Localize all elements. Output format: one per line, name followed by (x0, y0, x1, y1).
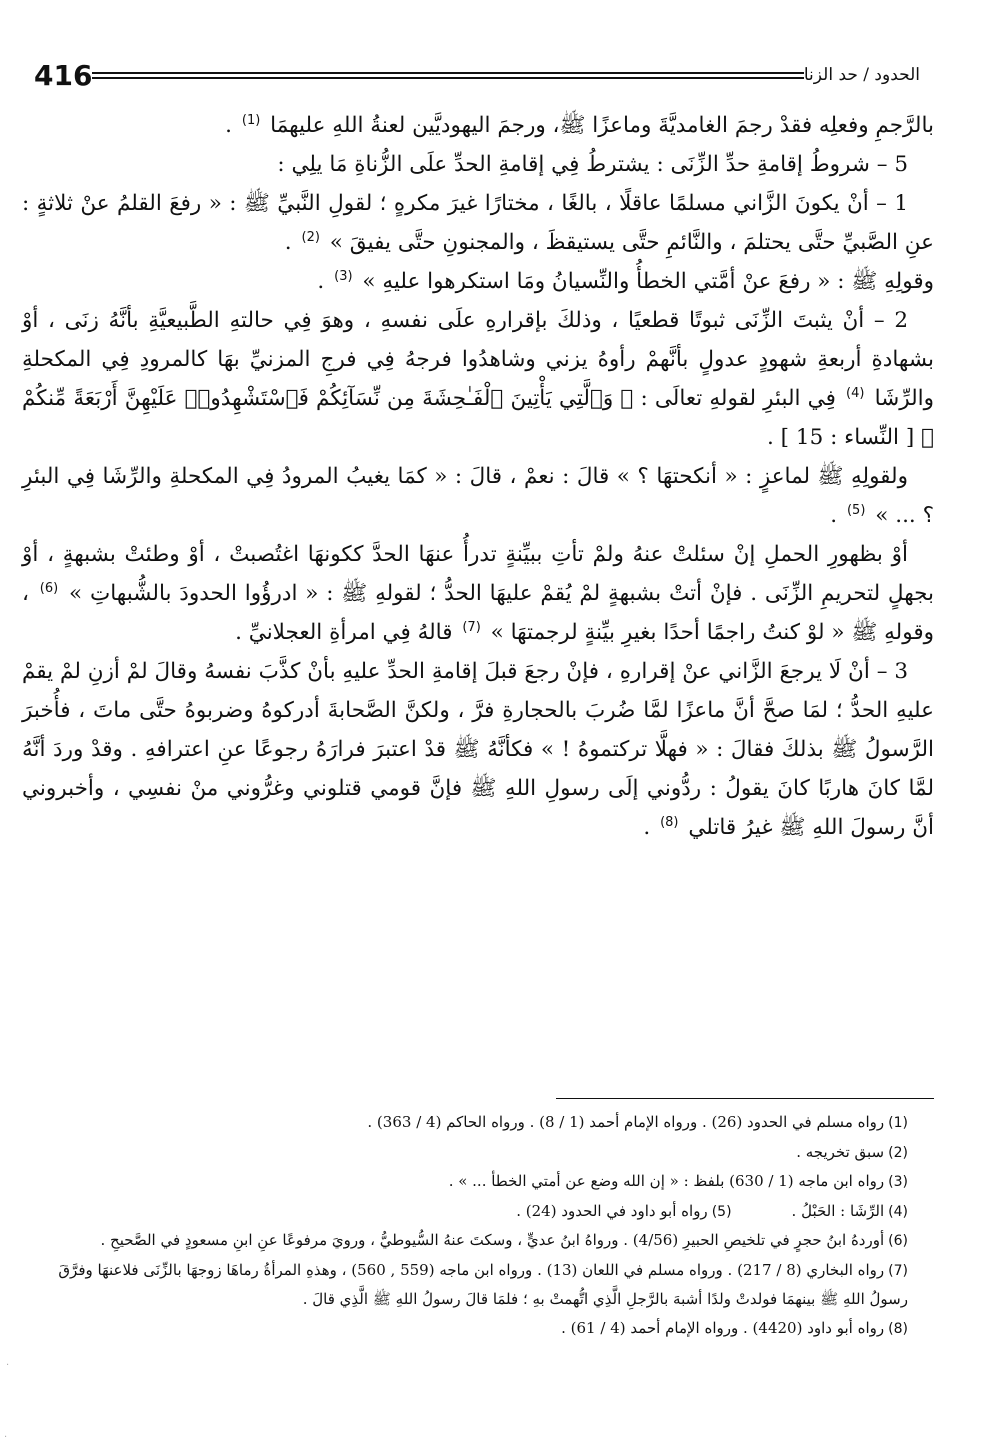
paragraph-7-text-b: ، وقولهِ ﷺ « لوْ كنتُ راجمًا أحدًا بغيرِ بيِّنةٍ لرجمتهَا » (22, 581, 934, 645)
footnote-3-number: (3) (888, 1174, 908, 1190)
paragraph-6-end: . (830, 503, 838, 528)
footnotes (22, 1108, 934, 1343)
footnote-1 (22, 1108, 934, 1138)
paragraph-1-end: . (225, 113, 233, 138)
footnote-4-text: الرِّشَا : الحَبْلُ . (791, 1201, 885, 1220)
paragraph-4 (22, 262, 934, 301)
footnote-8-number: (8) (888, 1320, 908, 1337)
footnote-8 (22, 1314, 934, 1344)
paragraph-5-text-a: 2 – أنْ يثبتَ الزِّنَى ثبوتًا قطعيًا ، وذلكَ بإقرارهِ علَى نفسهِ ، وهوَ فِي حالتهِ الطَّبيعيَّةِ بأنَّهُ زنَى ، أوْ بشهادةِ أربعةِ شهودٍ عدولٍ بأنَّهمْ رأوهُ يزني وشاهدُوا فرجهُ فِي فرجِ المزنيِّ بهَا كالمرودِ فِي المكحلةِ والرِّشَا (22, 308, 934, 411)
footnote-3 (22, 1167, 934, 1197)
footnote-ref-5[interactable]: (5) (846, 502, 866, 518)
paragraph-4-text: وقولِهِ ﷺ : « رفعَ عنْ أمَّتي الخطأُ والنِّسيانُ ومَا استكرهوا عليهِ » (362, 269, 934, 294)
footnotes-4-5-row (22, 1197, 934, 1227)
scan-mark: · (4, 1432, 8, 1443)
footnote-2 (22, 1138, 934, 1168)
paragraph-3-end: . (284, 230, 292, 255)
paragraph-2: 5 – شروطُ إقامةِ حدِّ الزِّنَى : يشترطُ فِي إقامةِ الحدِّ علَى الزُّناةِ مَا يلِي : (277, 152, 908, 177)
footnote-2-text: سبق تخريجه . (796, 1142, 885, 1161)
footnote-6-number: (6) (888, 1233, 908, 1249)
footnote-1-number: (1) (888, 1115, 908, 1131)
footnote-4-number: (4) (888, 1203, 908, 1220)
paragraph-7-text-c: قالهُ فِي امرأةِ العجلانيِّ . (235, 620, 453, 645)
footnote-5 (516, 1197, 731, 1227)
paragraph-8-end: . (643, 815, 651, 840)
paragraph-5-text-b: فِي البئرِ لقولهِ تعالَى : ﴿ وَٱلَّتِي يَأْتِينَ ٱلْفَـٰحِشَةَ مِن نِّسَآئِكُمْ فَٱسْتَشْهِدُوا۟ عَلَيْهِنَّ أَرْبَعَةً مِّنكُمْ ﴾ [ النِّساء : 15 ] . (22, 386, 934, 450)
footnote-1-text: رواه مسلم في الحدود (26) . ورواه الإمام أحمد (1 / 8) . ورواه الحاكم (4 / 363) . (367, 1113, 885, 1131)
paragraph-4-end: . (317, 269, 325, 294)
footnote-7 (22, 1256, 934, 1314)
paragraph-7 (22, 535, 934, 652)
footnote-ref-8[interactable]: (8) (660, 814, 679, 830)
footnote-6-text: أوردهُ ابنُ حجرٍ في تلخيصِ الحبيرِ (4/56) . ورواهُ ابنُ عديٍّ ، وسكتَ عنهُ السُّيوطيُّ ، ورويَ مرفوعًا عنِ ابنِ مسعودٍ في الصَّحيحِ . (100, 1231, 885, 1249)
footnote-5-text: رواه أبو داود في الحدود (24) . (516, 1201, 708, 1220)
footnote-ref-6[interactable]: (6) (39, 580, 59, 596)
footnote-separator (556, 1098, 934, 1099)
header-rule (92, 72, 803, 79)
paragraph-8 (22, 652, 934, 847)
footnote-4 (792, 1197, 908, 1227)
footnote-7-text: رواه البخاري (8 / 217) . ورواه مسلم في اللعان (13) . ورواه ابن ماجه (559 , 560) ، وهذهِ المرأةُ رماهَا زوجهَا بالزِّنَى فلاعنهَا وفرَّقَ رسولُ اللهِ ﷺ بينهمَا فولدتْ ولدًا أشبهَ بالرَّجلِ الَّذِي اتُّهمتْ بهِ ؛ فلمَا قالَ رسولُ اللهِ ﷺ الَّذِي قالَ . (58, 1260, 908, 1308)
paragraph-5 (22, 301, 934, 457)
header-rule-line-bottom (92, 77, 803, 79)
paragraph-3-text: 1 – أنْ يكونَ الزَّاني مسلمًا عاقلًا ، بالغًا ، مختارًا غيرَ مكرهٍ ؛ لقولِ النَّبيِّ ﷺ : « رفعَ القلمُ عنْ ثلاثةٍ : عنِ الصَّبيِّ حتَّى يحتلمَ ، والنَّائمِ حتَّى يستيقظَ ، والمجنونِ حتَّى يفيقَ » (22, 191, 934, 255)
footnote-3-text: رواه ابن ماجه (1 / 630) بلفظ : « إن الله وضع عن أمتي الخطأ ... » . (448, 1172, 885, 1190)
footnote-ref-2[interactable]: (2) (301, 229, 320, 245)
paragraph-6-text: ولقولِهِ ﷺ لماعزٍ : « أنكحتهَا ؟ » قالَ : نعمْ ، قالَ : « كمَا يغيبُ المرودُ فِي المكحلةِ والرِّشَا فِي البئرِ ؟ ... » (22, 464, 934, 528)
paragraph-1 (22, 106, 934, 145)
running-title: الحدود / حد الزنا (803, 65, 920, 85)
footnote-8-text: رواه أبو داود (4420) . ورواه الإمام أحمد (4 / 61) . (561, 1318, 885, 1337)
footnote-ref-3[interactable]: (3) (334, 268, 353, 284)
footnote-6 (22, 1226, 934, 1256)
paragraph-1-text: بالرَّجمِ وفعلِه فقدْ رجمَ الغامديَّةَ وماعزًا ﷺ، ورجمَ اليهوديَّين لعنةُ اللهِ عليهمَا (270, 113, 934, 138)
paragraph-6 (22, 457, 934, 535)
footnote-ref-4[interactable]: (4) (846, 385, 865, 401)
footnote-2-number: (2) (888, 1144, 908, 1161)
paragraph-7-text-a: أوْ بظهورِ الحملِ إنْ سئلتْ عنهُ ولمْ تأتِ ببيِّنةٍ تدرأُ عنهَا الحدَّ ككونهَا اغتُصبتْ ، أوْ وطئتْ بشبهةٍ ، أوْ بجهلٍ لتحريمِ الزِّنَى . فإنْ أتتْ بشبهةٍ لمْ يُقمْ عليهَا الحدُّ ؛ لقولهِ ﷺ : « ادرؤُوا الحدودَ بالشُّبهاتِ » (22, 542, 934, 606)
footnote-ref-7[interactable]: (7) (462, 619, 481, 635)
scan-mark: · (6, 1360, 10, 1371)
book-page (22, 50, 934, 1390)
footnote-7-number: (7) (888, 1262, 908, 1279)
main-text (22, 106, 934, 847)
header-rule-line-top (92, 72, 803, 74)
paragraph-8-text: 3 – أنْ لَا يرجعَ الزَّاني عنْ إقرارهِ ، فإنْ رجعَ قبلَ إقامةِ الحدِّ عليهِ بأنْ كذَّبَ نفسهُ وقالَ لمْ أزنِ لمْ يقمْ عليهِ الحدُّ ؛ لمَا صحَّ أنَّ ماعزًا لمَّا ضُربَ بالحجارةِ فرَّ ، ولكنَّ الصَّحابةَ أدركوهُ وضربوهُ حتَّى ماتَ ، فأُخبرَ الرَّسولُ ﷺ بذلكَ فقالَ : « فهلَّا تركتموهُ ! » فكأنَّهُ ﷺ قدْ اعتبرَ فرارَهُ رجوعًا عنِ اعترافهِ . وقدْ وردَ أنَّهُ لمَّا كانَ هاربًا كانَ يقولُ : ردُّوني إلَى رسولِ اللهِ ﷺ فإنَّ قومي قتلوني وغرُّوني منْ نفسِي ، وأخبروني أنَّ رسولَ اللهِ ﷺ غيرُ قاتلي (22, 659, 934, 840)
footnote-ref-1[interactable]: (1) (241, 112, 261, 128)
footnote-5-number: (5) (711, 1203, 732, 1220)
page-header (22, 58, 934, 92)
paragraph-3 (22, 184, 934, 262)
page-number: 416 (34, 58, 93, 92)
